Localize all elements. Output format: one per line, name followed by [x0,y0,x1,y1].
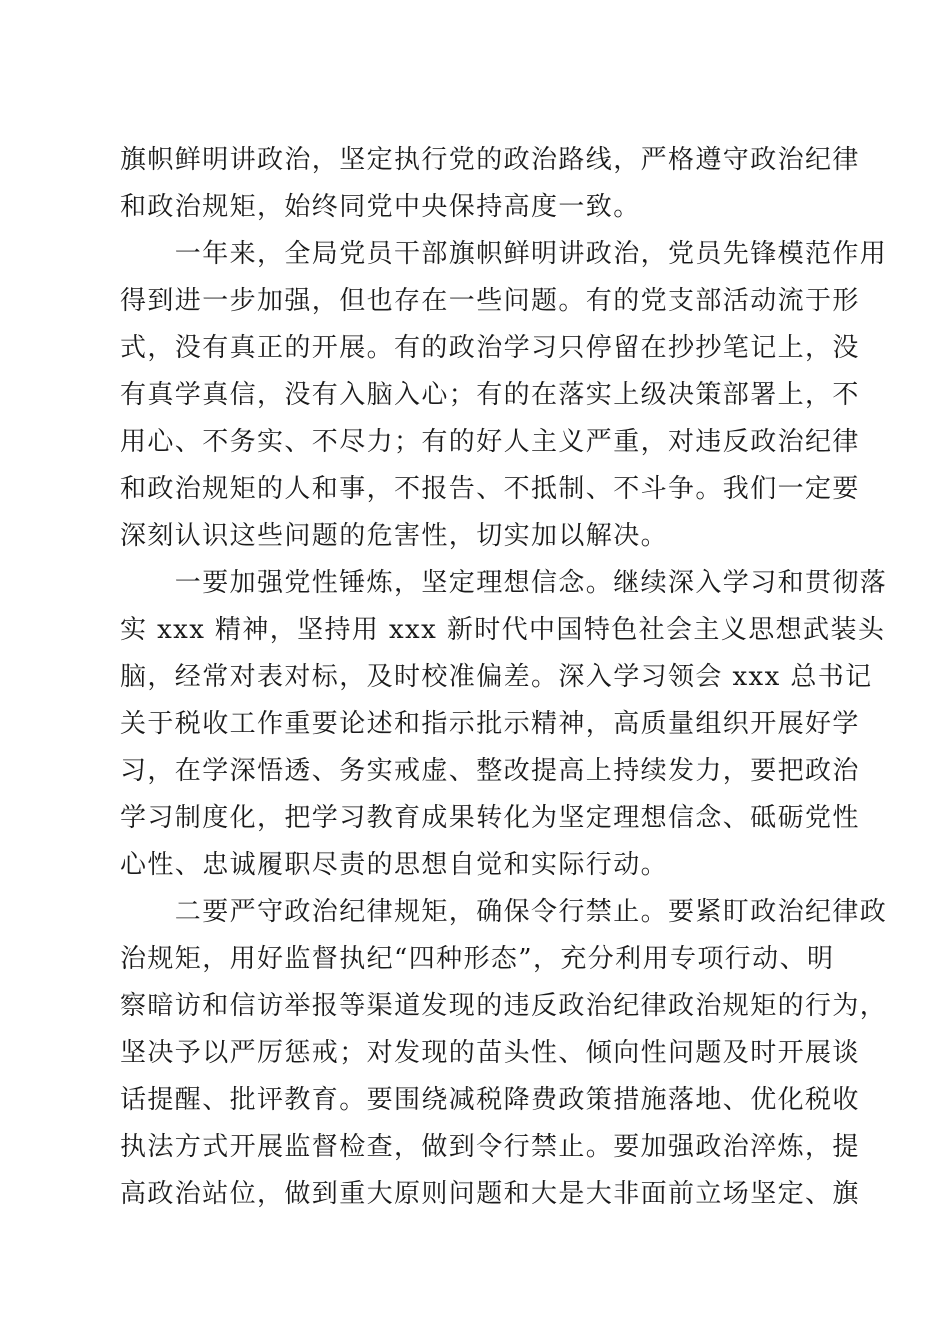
text-line: 旗帜鲜明讲政治，坚定执行党的政治路线，严格遵守政治纪律 [120,145,860,175]
text-line: 执法方式开展监督检查，做到令行禁止。要加强政治淬炼，提 [120,1132,860,1162]
text-line: 得到进一步加强，但也存在一些问题。有的党支部活动流于形 [120,286,860,316]
text-line: 习，在学深悟透、务实戒虚、整改提高上持续发力，要把政治 [120,756,860,786]
document-body [120,137,888,1218]
text-line: 治规矩，用好监督执纪“四种形态”，充分利用专项行动、明 [120,944,835,974]
text-line: 一年来，全局党员干部旗帜鲜明讲政治，党员先锋模范作用 [120,239,888,269]
text-line: 式，没有真正的开展。有的政治学习只停留在抄抄笔记上，没 [120,333,860,363]
text-line: 脑，经常对表对标，及时校准偏差。深入学习领会 xxx 总书记 [120,662,873,692]
text-line: 学习制度化，把学习教育成果转化为坚定理想信念、砥砺党性 [120,803,860,833]
text-line: 有真学真信，没有入脑入心；有的在落实上级决策部署上，不 [120,380,860,410]
text-line: 一要加强党性锤炼，坚定理想信念。继续深入学习和贯彻落 [120,568,888,598]
text-line: 用心、不务实、不尽力；有的好人主义严重，对违反政治纪律 [120,427,860,457]
text-line: 察暗访和信访举报等渠道发现的违反政治纪律政治规矩的行为， [120,991,888,1021]
text-line: 心性、忠诚履职尽责的思想自觉和实际行动。 [120,850,669,880]
text-line: 坚决予以严厉惩戒；对发现的苗头性、倾向性问题及时开展谈 [120,1038,860,1068]
text-line: 高政治站位，做到重大原则问题和大是大非面前立场坚定、旗 [120,1179,860,1209]
text-line: 话提醒、批评教育。要围绕减税降费政策措施落地、优化税收 [120,1085,860,1115]
text-line: 实 xxx 精神，坚持用 xxx 新时代中国特色社会主义思想武装头 [120,615,886,645]
text-line: 深刻认识这些问题的危害性，切实加以解决。 [120,521,669,551]
text-line: 二要严守政治纪律规矩，确保令行禁止。要紧盯政治纪律政 [120,897,888,927]
text-line: 和政治规矩的人和事，不报告、不抵制、不斗争。我们一定要 [120,474,860,504]
text-line: 和政治规矩，始终同党中央保持高度一致。 [120,192,641,222]
text-line: 关于税收工作重要论述和指示批示精神，高质量组织开展好学 [120,709,860,739]
